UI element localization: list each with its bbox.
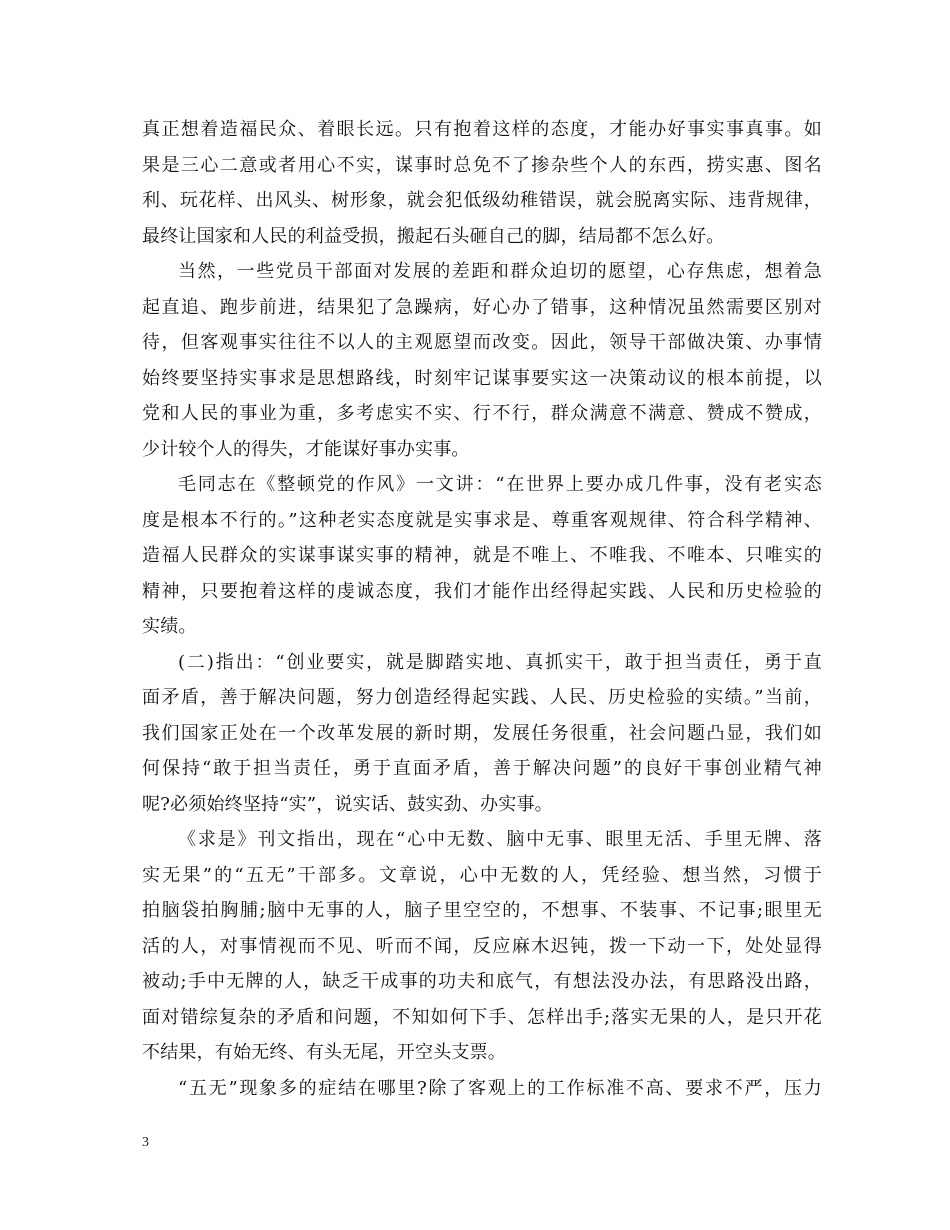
text-line: 度是根本不行的。”这种老实态度就是实事求是、尊重客观规律、符合科学精神、 xyxy=(142,509,822,531)
text-line: 少计较个人的得失，才能谋好事办实事。 xyxy=(142,438,470,460)
paragraph-2 xyxy=(142,254,822,467)
paragraph-3 xyxy=(142,467,822,645)
text-line: 不结果，有始无终、有头无尾，开空头支票。 xyxy=(142,1042,506,1063)
text-line: “五无”现象多的症结在哪里?除了客观上的工作标准不高、要求不严，压力 xyxy=(178,1077,822,1099)
paragraph-6 xyxy=(142,1071,822,1107)
text-line: 实绩。 xyxy=(142,616,197,637)
paragraph-4 xyxy=(142,645,822,823)
text-line: 待，但客观事实往往不以人的主观愿望而改变。因此，领导干部做决策、办事情 xyxy=(142,332,822,353)
text-line: 真正想着造福民众、着眼长远。只有抱着这样的态度，才能办好事实事真事。如 xyxy=(142,119,822,140)
text-line: 拍脑袋拍胸脯;脑中无事的人，脑子里空空的，不想事、不装事、不记事;眼里无 xyxy=(142,900,822,921)
text-line: 起直追、跑步前进，结果犯了急躁病，好心办了错事，这种情况虽然需要区别对 xyxy=(142,296,822,318)
text-line: 党和人民的事业为重，多考虑实不实、行不行，群众满意不满意、赞成不赞成， xyxy=(142,403,822,424)
text-line: 被动;手中无牌的人，缺乏干成事的功夫和底气，有想法没办法，有思路没出路， xyxy=(142,971,822,992)
paragraph-5 xyxy=(142,822,822,1071)
text-line: 造福人民群众的实谋事谋实事的精神，就是不唯上、不唯我、不唯本、只唯实的 xyxy=(142,545,822,566)
paragraph-1 xyxy=(142,112,822,254)
text-line: 活的人，对事情视而不见、听而不闻，反应麻木迟钝，拨一下动一下，处处显得 xyxy=(142,935,822,957)
text-line: 实无果”的“五无”干部多。文章说，心中无数的人，凭经验、想当然，习惯于 xyxy=(142,864,822,886)
text-line: 果是三心二意或者用心不实，谋事时总免不了掺杂些个人的东西，捞实惠、图名 xyxy=(142,154,822,176)
text-line: 呢?必须始终坚持“实”，说实话、鼓实劲、办实事。 xyxy=(142,793,553,815)
page-number: 3 xyxy=(142,1135,149,1150)
body-text xyxy=(142,112,822,1106)
text-line: 面矛盾，善于解决问题，努力创造经得起实践、人民、历史检验的实绩。”当前， xyxy=(142,687,822,708)
text-line: 当然，一些党员干部面对发展的差距和群众迫切的愿望，心存焦虑，想着急 xyxy=(178,261,822,282)
text-line: 精神，只要抱着这样的虔诚态度，我们才能作出经得起实践、人民和历史检验的 xyxy=(142,580,822,602)
text-line: 毛同志在《整顿党的作风》一文讲：“在世界上要办成几件事，没有老实态 xyxy=(178,474,822,495)
text-line: 利、玩花样、出风头、树形象，就会犯低级幼稚错误，就会脱离实际、违背规律， xyxy=(142,190,822,211)
text-line: 最终让国家和人民的利益受损，搬起石头砸自己的脚，结局都不怎么好。 xyxy=(142,225,725,247)
text-line: 何保持“敢于担当责任，勇于直面矛盾，善于解决问题”的良好干事创业精气神 xyxy=(142,758,822,779)
text-line: 我们国家正处在一个改革发展的新时期，发展任务很重，社会问题凸显，我们如 xyxy=(142,722,822,744)
text-line: 面对错综复杂的矛盾和问题，不知如何下手、怎样出手;落实无果的人，是只开花 xyxy=(142,1006,822,1028)
text-line: 始终要坚持实事求是思想路线，时刻牢记谋事要实这一决策动议的根本前提，以 xyxy=(142,367,822,389)
text-line: (二)指出：“创业要实，就是脚踏实地、真抓实干，敢于担当责任，勇于直 xyxy=(178,651,822,673)
text-line: 《求是》刊文指出，现在“心中无数、脑中无事、眼里无活、手里无牌、落 xyxy=(178,829,822,850)
